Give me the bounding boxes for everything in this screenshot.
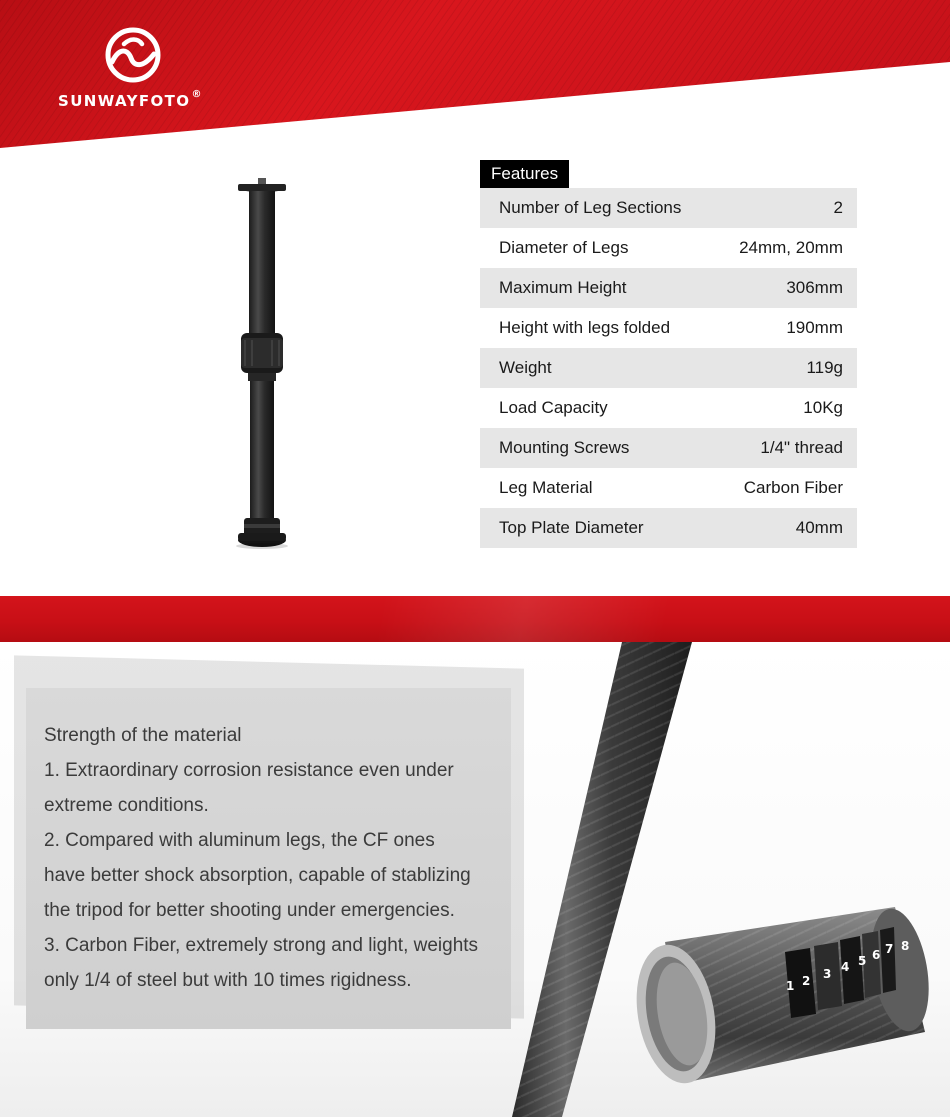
sunwayfoto-logo-icon [104, 26, 162, 84]
registered-mark: ® [191, 89, 203, 100]
layer-number-label: 6 [872, 948, 881, 962]
spec-value: 119g [806, 358, 843, 377]
spec-value: 40mm [795, 518, 843, 537]
spec-row [480, 188, 857, 228]
spec-value: 10Kg [803, 398, 843, 417]
spec-label: Number of Leg Sections [499, 198, 682, 217]
spec-value: 24mm, 20mm [739, 238, 843, 257]
layer-number-label: 2 [802, 974, 811, 988]
brand-name-text: SUNWAYFOTO [58, 92, 191, 110]
spec-row [480, 468, 857, 508]
material-info-line: 3. Carbon Fiber, extremely strong and light, weights [44, 935, 479, 956]
spec-value: 2 [833, 198, 843, 217]
material-info-line: the tripod for better shooting under emergencies. [44, 900, 455, 921]
material-info-line: 2. Compared with aluminum legs, the CF ones [44, 830, 435, 851]
spec-row [480, 388, 857, 428]
spec-row [480, 348, 857, 388]
spec-label: Mounting Screws [499, 438, 630, 457]
spec-label: Load Capacity [499, 398, 608, 417]
features-title: Features [480, 160, 569, 188]
header-banner [0, 0, 950, 150]
brand-name [58, 89, 203, 110]
layer-number-label: 5 [858, 954, 867, 968]
spec-label: Weight [499, 358, 552, 377]
material-info-heading: Strength of the material [44, 725, 242, 746]
layer-number-label: 1 [786, 979, 795, 993]
spec-row [480, 508, 857, 548]
spec-label: Maximum Height [499, 278, 627, 297]
spec-label: Height with legs folded [499, 318, 671, 337]
layer-number-label: 7 [885, 942, 894, 956]
brand-logo [58, 26, 228, 116]
carbon-fiber-tube-image [500, 642, 950, 1117]
spec-row [480, 268, 857, 308]
features-table [480, 160, 857, 548]
material-info-line: extreme conditions. [44, 795, 209, 816]
material-info-line: only 1/4 of steel but with 10 times rigidness. [44, 970, 412, 991]
spec-label: Diameter of Legs [499, 238, 629, 257]
material-info-lines [44, 718, 511, 998]
layer-number-label: 3 [823, 967, 832, 981]
spec-row [480, 308, 857, 348]
material-info-line: have better shock absorption, capable of stablizing [44, 865, 471, 886]
tripod-center-column-image [230, 178, 295, 553]
spec-value: 306mm [786, 278, 843, 297]
spec-row [480, 228, 857, 268]
spec-label: Top Plate Diameter [499, 518, 644, 537]
spec-value: 1/4" thread [760, 438, 843, 457]
layer-number-label: 8 [901, 939, 910, 953]
spec-value: 190mm [786, 318, 843, 337]
layer-number-label: 4 [841, 960, 850, 974]
spec-row [480, 428, 857, 468]
features-rows [480, 188, 857, 548]
material-info-box [26, 688, 511, 1029]
divider-banner [0, 596, 950, 642]
cut-carbon-tube [626, 904, 937, 1089]
spec-value: Carbon Fiber [743, 478, 843, 497]
spec-label: Leg Material [499, 478, 593, 497]
material-info-line: 1. Extraordinary corrosion resistance even under [44, 760, 454, 781]
